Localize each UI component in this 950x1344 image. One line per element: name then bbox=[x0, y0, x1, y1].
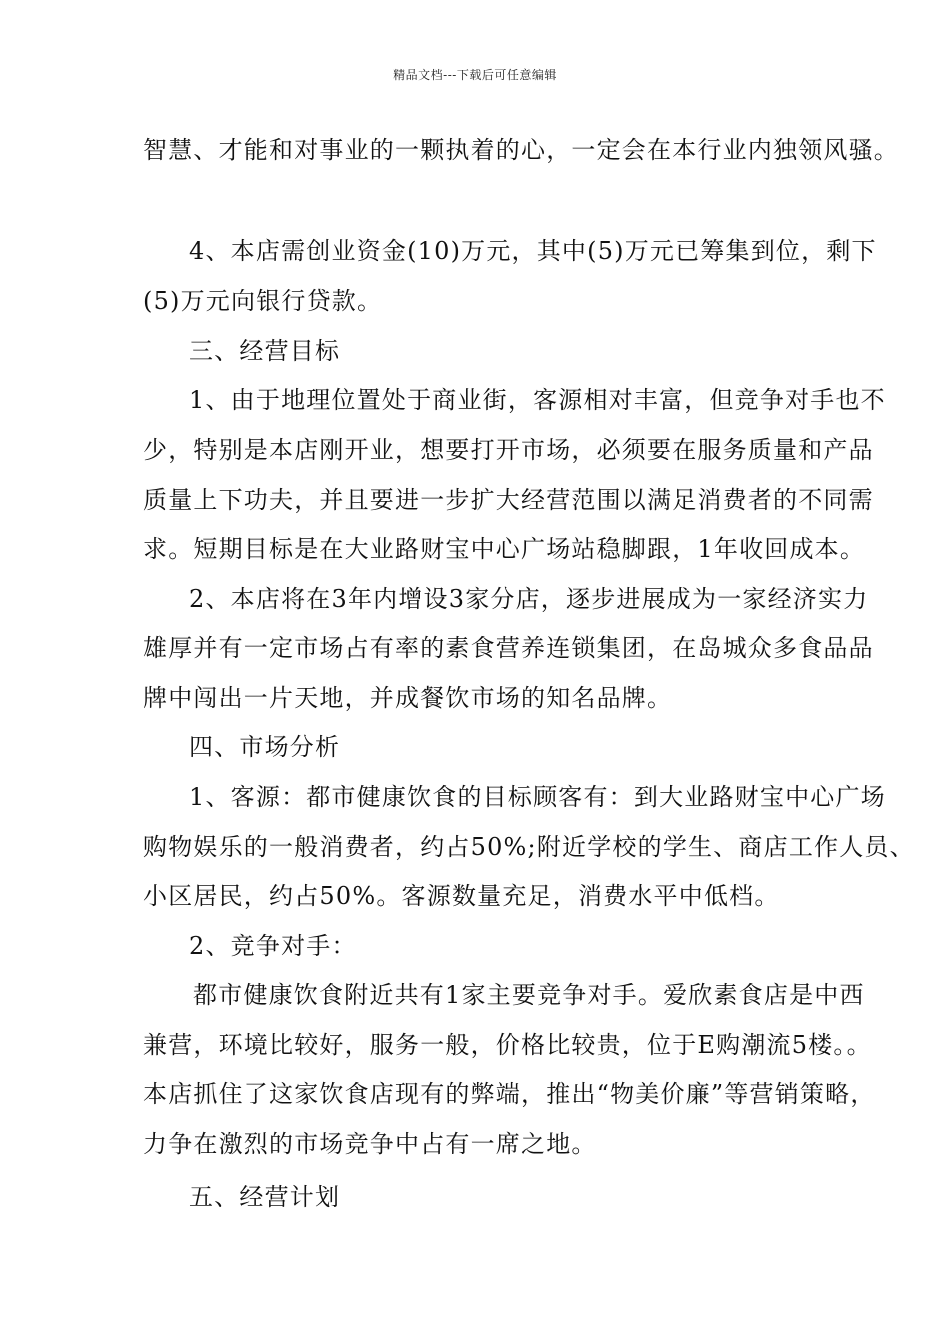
text-line: 2、本店将在3年内增设3家分店，逐步进展成为一家经济实力 bbox=[189, 585, 869, 613]
text-line: (5)万元向银行贷款。 bbox=[143, 287, 383, 315]
text-line: 智慧、才能和对事业的一颗执着的心，一定会在本行业内独领风骚。 bbox=[143, 136, 899, 164]
text-line: 兼营，环境比较好，服务一般，价格比较贵，位于E购潮流5楼。。 bbox=[143, 1031, 872, 1059]
text-line: 1、由于地理位置处于商业街，客源相对丰富，但竞争对手也不 bbox=[189, 386, 886, 414]
section-heading: 五、经营计划 bbox=[189, 1183, 341, 1211]
text-line: 少，特别是本店刚开业，想要打开市场，必须要在服务质量和产品 bbox=[143, 436, 874, 464]
text-line: 牌中闯出一片天地，并成餐饮市场的知名品牌。 bbox=[143, 684, 673, 712]
text-line: 雄厚并有一定市场占有率的素食营养连锁集团，在岛城众多食品品 bbox=[143, 634, 874, 662]
text-line: 4、本店需创业资金(10)万元，其中(5)万元已筹集到位，剩下 bbox=[189, 237, 877, 265]
page-header: 精品文档---下载后可任意编辑 bbox=[393, 68, 557, 82]
section-heading: 三、经营目标 bbox=[189, 337, 341, 365]
text-line: 力争在激烈的市场竞争中占有一席之地。 bbox=[143, 1130, 597, 1158]
text-line: 都市健康饮食附近共有1家主要竞争对手。爱欣素食店是中西 bbox=[193, 981, 865, 1009]
text-line: 1、客源：都市健康饮食的目标顾客有：到大业路财宝中心广场 bbox=[189, 783, 886, 811]
text-line: 求。短期目标是在大业路财宝中心广场站稳脚跟，1年收回成本。 bbox=[143, 535, 866, 563]
text-line: 小区居民，约占50%。客源数量充足，消费水平中低档。 bbox=[143, 882, 780, 910]
text-line: 2、竞争对手： bbox=[189, 932, 357, 960]
text-line: 购物娱乐的一般消费者，约占50%;附近学校的学生、商店工作人员、 bbox=[143, 833, 915, 861]
text-line: 本店抓住了这家饮食店现有的弊端，推出“物美价廉”等营销策略， bbox=[143, 1080, 876, 1108]
text-line: 质量上下功夫，并且要进一步扩大经营范围以满足消费者的不同需 bbox=[143, 486, 874, 514]
section-heading: 四、市场分析 bbox=[189, 733, 341, 761]
